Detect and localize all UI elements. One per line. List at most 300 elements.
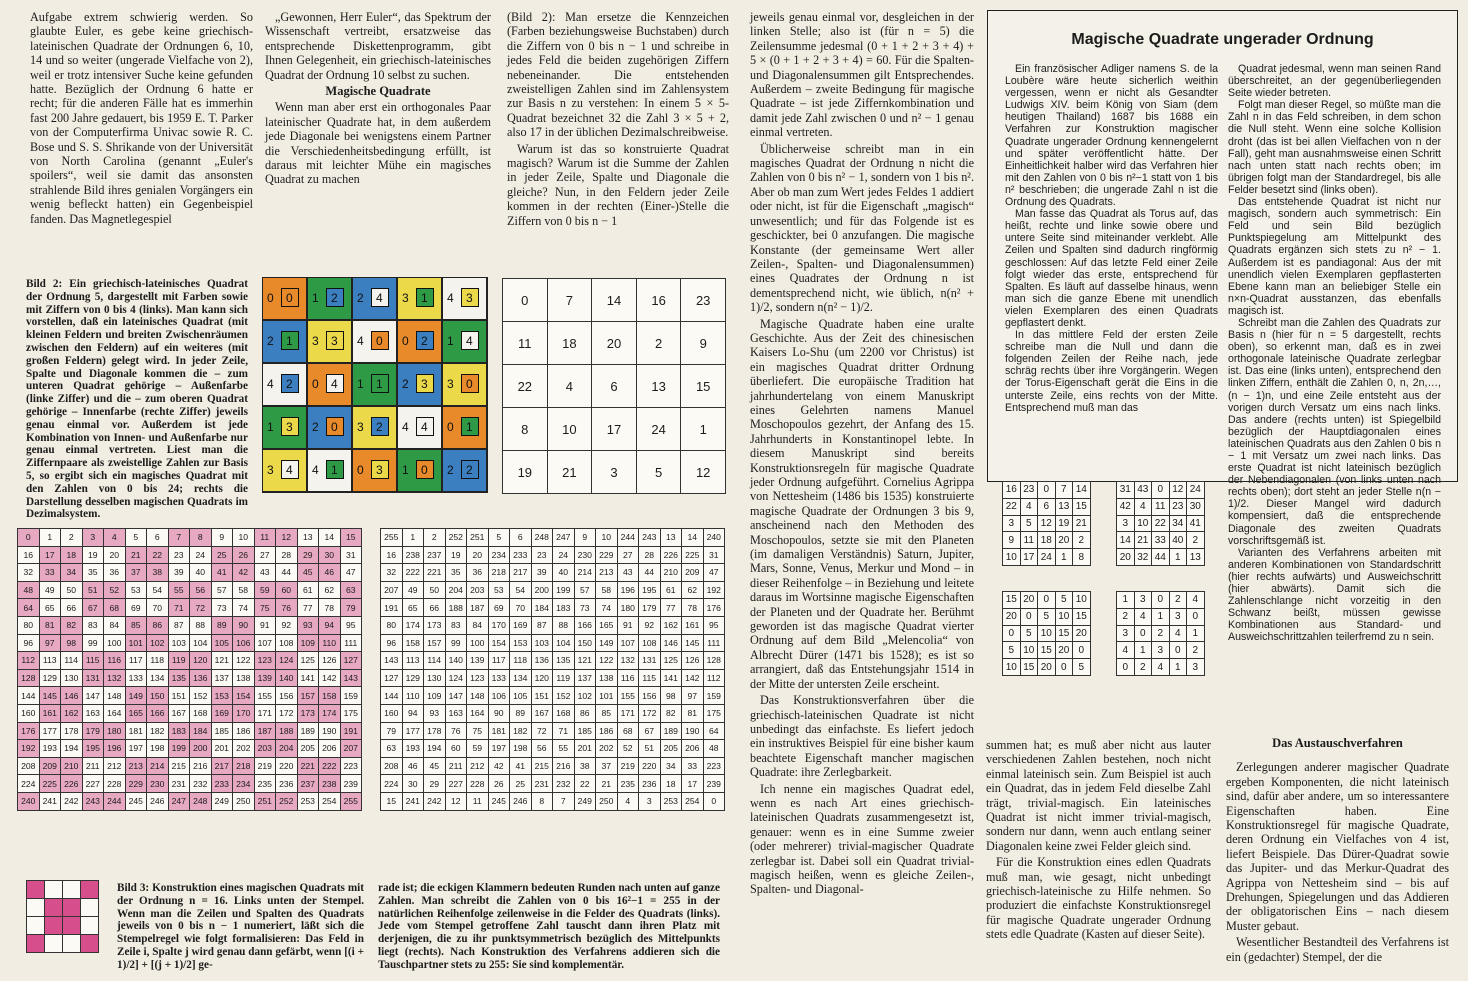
swapped-cell: 152 xyxy=(553,687,575,705)
box-paragraph: Ein französischer Adliger namens S. de la Loubère wäre heute sicherlich weithin vergessen, wenn er nicht als Gesandter Ludwigs XIV. beim König von Siam (dem heutigen Thailand) 1687 bis 1688 ein Verfahren zur Konstruktion magischer Quadrate ungerader Ordnung kennengelernt und später veröffentlicht hätte. Der Einheitlichkeit halber wird das Verfahren hier mit den Zahlen von 0 bis n²−1 statt von 1 bis n² beschrieben; die ungerade Zahl n ist die Ordnung des Quadrats. xyxy=(1005,63,1218,209)
stamp-cell xyxy=(81,899,99,917)
swapped-cell: 40 xyxy=(553,564,575,582)
magic-cell: 0 xyxy=(503,279,548,322)
natural-cell: 226 xyxy=(61,775,83,793)
greco-latin-cell xyxy=(308,364,351,405)
natural-cell: 203 xyxy=(254,740,276,758)
swapped-cell: 180 xyxy=(617,599,639,617)
inner-color-square xyxy=(416,460,434,479)
swapped-cell: 91 xyxy=(617,616,639,634)
swapped-cell: 14 xyxy=(682,529,704,547)
swapped-cell: 113 xyxy=(402,652,424,670)
figure-3-caption-part-1: Bild 3: Konstruktion eines magischen Quadrats mit der Ordnung n = 16. Links unten der Stempel. Wenn man die Zeilen und Spalten des Quadrats jeweils von 0 bis n − 1 numeriert, läßt sich die Stempelregel wie folgt formalisieren: Das Feld in Zeile i, Spalte j wird genau dann gefärbt, wenn [(i + 1)/2] + [(j + 1)/2] ge- xyxy=(117,882,364,971)
swapped-cell: 204 xyxy=(445,581,467,599)
outer-digit: 4 xyxy=(267,377,274,391)
swapped-cell: 148 xyxy=(467,687,489,705)
swapped-cell: 32 xyxy=(381,564,403,582)
box-cell: 2 xyxy=(1117,608,1135,625)
box-cell: 4 xyxy=(1134,498,1152,515)
swapped-cell: 194 xyxy=(424,740,446,758)
natural-cell: 62 xyxy=(319,581,341,599)
box-cell: 0 xyxy=(1055,659,1073,676)
natural-cell: 237 xyxy=(297,775,319,793)
natural-cell: 92 xyxy=(276,616,298,634)
swapped-cell: 69 xyxy=(488,599,510,617)
magic-cell: 9 xyxy=(681,322,726,365)
outer-digit: 1 xyxy=(267,420,274,434)
swapped-cell: 225 xyxy=(682,546,704,564)
box-cell: 7 xyxy=(1055,482,1073,499)
natural-cell: 17 xyxy=(39,546,61,564)
swapped-cell: 191 xyxy=(381,599,403,617)
natural-cell: 115 xyxy=(82,652,104,670)
natural-cell: 173 xyxy=(297,704,319,722)
article-column-3 xyxy=(507,10,729,230)
natural-cell: 168 xyxy=(190,704,212,722)
greco-latin-cell xyxy=(308,407,351,448)
natural-cell: 65 xyxy=(39,599,61,617)
magic-cell: 8 xyxy=(503,408,548,451)
natural-cell: 126 xyxy=(319,652,341,670)
box-cell: 20 xyxy=(1020,592,1038,609)
swapped-cell: 212 xyxy=(467,757,489,775)
swapped-cell: 238 xyxy=(402,546,424,564)
swapped-cell: 66 xyxy=(424,599,446,617)
box-cell: 3 xyxy=(1152,642,1170,659)
natural-cell: 182 xyxy=(147,722,169,740)
natural-cell: 213 xyxy=(125,757,147,775)
paragraph: Ich nenne ein magisches Quadrat edel, wenn es nach Art eines griechisch-lateinischen Quadrats zusammengesetzt ist, genauer: wenn es in eine Summe zweier (oder mehrerer) trivial-magischer Quadrate zerlegbar ist. Dabei soll ein Quadrat trivial-magisch heißen, wenn es gleiche Zeilen-, Spalten- und Diagonal- xyxy=(750,781,974,897)
box-cell: 10 xyxy=(1003,549,1021,566)
box-cell: 12 xyxy=(1038,515,1056,532)
inner-digit: 2 xyxy=(421,334,428,348)
swapped-cell: 208 xyxy=(381,757,403,775)
natural-cell: 171 xyxy=(254,704,276,722)
natural-cell: 71 xyxy=(168,599,190,617)
swapped-cell: 94 xyxy=(402,704,424,722)
swapped-cell: 106 xyxy=(488,687,510,705)
swapped-cell: 222 xyxy=(402,564,424,582)
swapped-cell: 60 xyxy=(445,740,467,758)
natural-cell: 143 xyxy=(340,669,362,687)
swapped-cell: 219 xyxy=(617,757,639,775)
swapped-cell: 86 xyxy=(574,704,596,722)
natural-cell: 59 xyxy=(254,581,276,599)
swapped-cell: 26 xyxy=(488,775,510,793)
swapped-cell: 162 xyxy=(660,616,682,634)
natural-cell: 240 xyxy=(18,792,40,810)
natural-cell: 136 xyxy=(190,669,212,687)
swapped-cell: 0 xyxy=(703,792,725,810)
swapped-cell: 182 xyxy=(510,722,532,740)
inner-digit: 0 xyxy=(421,463,428,477)
swapped-cell: 57 xyxy=(574,581,596,599)
swapped-cell: 83 xyxy=(445,616,467,634)
natural-cell: 239 xyxy=(340,775,362,793)
paragraph: „Gewonnen, Herr Euler“, das Spektrum der Wissenschaft vertreibt, ersatzweise das entsprechende Diskettenprogramm, gibt Ihnen Gelegenheit, ein griechisch-lateinisches Quadrat der Ordnung 10 selbst zu suchen. xyxy=(265,10,491,82)
inner-digit: 3 xyxy=(421,377,428,391)
box-cell: 15 xyxy=(1073,498,1091,515)
swapped-cell: 12 xyxy=(445,792,467,810)
natural-cell: 111 xyxy=(340,634,362,652)
article-column-5 xyxy=(986,738,1211,944)
swapped-cell: 176 xyxy=(703,599,725,617)
stamp-cell xyxy=(81,917,99,935)
swapped-cell: 90 xyxy=(488,704,510,722)
natural-cell: 60 xyxy=(276,581,298,599)
swapped-cell: 117 xyxy=(488,652,510,670)
swapped-cell: 192 xyxy=(703,581,725,599)
outer-digit: 4 xyxy=(447,291,454,305)
natural-cell: 204 xyxy=(276,740,298,758)
box-cell: 33 xyxy=(1152,532,1170,549)
box-cell: 9 xyxy=(1003,532,1021,549)
swapped-cell: 230 xyxy=(574,546,596,564)
box-cell: 4 xyxy=(1152,659,1170,676)
natural-cell: 161 xyxy=(39,704,61,722)
swapped-cell: 163 xyxy=(445,704,467,722)
outer-digit: 0 xyxy=(447,420,454,434)
natural-cell: 36 xyxy=(104,564,126,582)
magic-cell: 16 xyxy=(636,279,681,322)
natural-cell: 6 xyxy=(147,529,169,547)
swapped-cell: 8 xyxy=(531,792,553,810)
natural-cell: 74 xyxy=(233,599,255,617)
swapped-cell: 220 xyxy=(639,757,661,775)
magic-cell: 20 xyxy=(592,322,637,365)
swapped-cell: 226 xyxy=(660,546,682,564)
box-cell: 3 xyxy=(1169,608,1187,625)
box-square-left-digits xyxy=(1002,591,1091,676)
swapped-cell: 168 xyxy=(553,704,575,722)
swapped-cell: 84 xyxy=(467,616,489,634)
inner-color-square xyxy=(371,417,389,436)
swapped-cell: 135 xyxy=(553,652,575,670)
inner-digit: 0 xyxy=(331,420,338,434)
natural-cell: 248 xyxy=(190,792,212,810)
swapped-cell: 100 xyxy=(467,634,489,652)
natural-cell: 88 xyxy=(190,616,212,634)
box-paragraph: Das entstehende Quadrat ist nicht nur magisch, sondern auch symmetrisch: Ein Feld und sein Bild bezüglich Punktspiegelung am Mittelpunkt des Quadrats ergänzen sich stets zu n² − 1. Außerdem ist es pandiagonal: Aus der mit unendlich vielen Exemplaren gepflasterten Ebene kann man an beliebiger Stelle ein n×n-Quadrat ausstanzen, das ebenfalls magisch ist. xyxy=(1228,196,1441,317)
swapped-cell: 178 xyxy=(424,722,446,740)
natural-cell: 85 xyxy=(125,616,147,634)
outer-digit: 3 xyxy=(402,291,409,305)
natural-cell: 51 xyxy=(82,581,104,599)
swapped-cell: 27 xyxy=(617,546,639,564)
natural-cell: 44 xyxy=(276,564,298,582)
magic-cell: 7 xyxy=(547,279,592,322)
box-cell: 24 xyxy=(1038,549,1056,566)
magic-cell: 4 xyxy=(547,365,592,408)
swapped-cell: 76 xyxy=(445,722,467,740)
magic-cell: 1 xyxy=(681,408,726,451)
inner-color-square xyxy=(461,417,479,436)
swapped-cell: 149 xyxy=(596,634,618,652)
outer-digit: 0 xyxy=(267,291,274,305)
natural-cell: 185 xyxy=(211,722,233,740)
swapped-cell: 24 xyxy=(553,546,575,564)
natural-cell: 199 xyxy=(168,740,190,758)
natural-cell: 181 xyxy=(125,722,147,740)
natural-cell: 28 xyxy=(276,546,298,564)
swapped-cell: 147 xyxy=(445,687,467,705)
natural-cell: 152 xyxy=(190,687,212,705)
swapped-cell: 150 xyxy=(574,634,596,652)
swapped-cell: 114 xyxy=(424,652,446,670)
box-paragraph: Varianten des Verfahrens arbeiten mit anderen Kombinationen von Standardschritt (hier rechts aufwärts) und Ausweichschritt (hier abwärts). Damit sich die Zahlenschlange nicht vorzeitig in den Schwanz beißt, müssen gewisse Kombinationen aus Standard- und Ausweichschrittzahlen teilerfremd zu n sein. xyxy=(1228,546,1441,644)
box-cell: 19 xyxy=(1055,515,1073,532)
box-cell: 2 xyxy=(1169,592,1187,609)
box-cell: 21 xyxy=(1073,515,1091,532)
stamp-cell xyxy=(45,899,63,917)
natural-cell: 132 xyxy=(104,669,126,687)
natural-cell: 217 xyxy=(211,757,233,775)
swapped-cell: 202 xyxy=(596,740,618,758)
swapped-cell: 64 xyxy=(703,722,725,740)
swapped-cell: 72 xyxy=(531,722,553,740)
swapped-cell: 129 xyxy=(402,669,424,687)
natural-cell: 187 xyxy=(254,722,276,740)
inner-digit: 2 xyxy=(376,420,383,434)
natural-cell: 246 xyxy=(147,792,169,810)
natural-cell: 104 xyxy=(190,634,212,652)
outer-digit: 0 xyxy=(357,463,364,477)
natural-cell: 109 xyxy=(297,634,319,652)
outer-digit: 1 xyxy=(312,291,319,305)
box-cell: 0 xyxy=(1117,659,1135,676)
natural-cell: 169 xyxy=(211,704,233,722)
inner-color-square xyxy=(281,288,299,307)
natural-cell: 147 xyxy=(82,687,104,705)
inner-color-square xyxy=(416,374,434,393)
box-cell: 20 xyxy=(1003,608,1021,625)
natural-cell: 234 xyxy=(233,775,255,793)
natural-cell: 160 xyxy=(18,704,40,722)
natural-cell: 84 xyxy=(104,616,126,634)
inner-digit: 4 xyxy=(376,291,383,305)
inner-digit: 4 xyxy=(466,334,473,348)
box-paragraph: Folgt man dieser Regel, so müßte man die Zahl n in das Feld schreiben, in dem schon die Null steht. Wenn eine solche Kollision droht (das ist bei allen Vielfachen von n der Fall), geht man ausnahmsweise einen Schritt nach unten statt nach rechts oben; im übrigen folgt man der Standardregel, bis alle Felder besetzt sind (links oben). xyxy=(1228,99,1441,196)
natural-cell: 48 xyxy=(18,581,40,599)
swapped-cell: 159 xyxy=(703,687,725,705)
natural-cell: 139 xyxy=(254,669,276,687)
swapped-cell: 240 xyxy=(703,529,725,547)
inner-digit: 1 xyxy=(466,420,473,434)
stamp-cell xyxy=(45,917,63,935)
natural-cell: 110 xyxy=(319,634,341,652)
natural-cell: 67 xyxy=(82,599,104,617)
natural-cell: 98 xyxy=(61,634,83,652)
natural-cell: 58 xyxy=(233,581,255,599)
swapped-cell: 59 xyxy=(467,740,489,758)
swapped-cell: 167 xyxy=(531,704,553,722)
box-cell: 23 xyxy=(1169,498,1187,515)
swapped-cell: 13 xyxy=(660,529,682,547)
swapped-cell: 118 xyxy=(510,652,532,670)
natural-cell: 43 xyxy=(254,564,276,582)
inner-digit: 2 xyxy=(466,463,473,477)
swapped-cell: 101 xyxy=(596,687,618,705)
swapped-cell: 231 xyxy=(531,775,553,793)
box-square-right-digits xyxy=(1116,591,1205,676)
inner-color-square xyxy=(416,417,434,436)
natural-cell: 198 xyxy=(147,740,169,758)
swapped-cell: 189 xyxy=(660,722,682,740)
greco-latin-cell xyxy=(308,278,351,319)
natural-cell: 63 xyxy=(340,581,362,599)
natural-cell: 230 xyxy=(147,775,169,793)
swapped-cell: 112 xyxy=(703,669,725,687)
swapped-cell: 139 xyxy=(467,652,489,670)
greco-latin-cell xyxy=(443,450,486,491)
natural-cell: 196 xyxy=(104,740,126,758)
inner-color-square xyxy=(281,460,299,479)
natural-cell: 45 xyxy=(297,564,319,582)
natural-cell: 228 xyxy=(104,775,126,793)
inner-digit: 4 xyxy=(331,377,338,391)
swapped-cell: 39 xyxy=(531,564,553,582)
swapped-cell: 35 xyxy=(445,564,467,582)
box-cell: 14 xyxy=(1073,482,1091,499)
swapped-cell: 145 xyxy=(682,634,704,652)
box-cell: 0 xyxy=(1038,482,1056,499)
natural-cell: 155 xyxy=(254,687,276,705)
inner-color-square xyxy=(416,288,434,307)
swapped-cell: 19 xyxy=(445,546,467,564)
natural-cell: 94 xyxy=(319,616,341,634)
swapped-cell: 62 xyxy=(682,581,704,599)
natural-cell: 40 xyxy=(190,564,212,582)
swapped-cell: 199 xyxy=(553,581,575,599)
natural-cell: 38 xyxy=(147,564,169,582)
greco-latin-cell xyxy=(398,321,441,362)
natural-cell: 197 xyxy=(125,740,147,758)
swapped-cell: 171 xyxy=(617,704,639,722)
stamp-cell xyxy=(81,881,99,899)
swapped-cell: 227 xyxy=(445,775,467,793)
box-cell: 3 xyxy=(1187,659,1205,676)
swapped-cell: 63 xyxy=(381,740,403,758)
swapped-cell: 4 xyxy=(617,792,639,810)
natural-cell: 73 xyxy=(211,599,233,617)
box-cell: 3 xyxy=(1134,592,1152,609)
natural-cell: 14 xyxy=(319,529,341,547)
inner-color-square xyxy=(371,460,389,479)
natural-cell: 34 xyxy=(61,564,83,582)
swapped-cell: 80 xyxy=(381,616,403,634)
swapped-cell: 51 xyxy=(639,740,661,758)
magic-cell: 2 xyxy=(636,322,681,365)
natural-cell: 149 xyxy=(125,687,147,705)
inner-digit: 4 xyxy=(286,463,293,477)
box-cell: 5 xyxy=(1038,608,1056,625)
swapped-cell: 153 xyxy=(510,634,532,652)
natural-cell: 127 xyxy=(340,652,362,670)
swapped-cell: 248 xyxy=(531,529,553,547)
swapped-cell: 188 xyxy=(445,599,467,617)
swapped-cell: 190 xyxy=(682,722,704,740)
natural-cell: 75 xyxy=(254,599,276,617)
natural-cell: 209 xyxy=(39,757,61,775)
swapped-cell: 115 xyxy=(639,669,661,687)
box-cell: 5 xyxy=(1073,659,1091,676)
paragraph: Zerlegungen anderer magischer Quadrate ergeben Komponenten, die nicht lateinisch sind, dafür aber andere, um so interessantere Eigenschaften haben. Eine Konstruktionsregel für magische Quadrate, deren Ordnung ein Vielfaches von 4 ist, liefert Beispiele. Das Dürer-Quadrat sowie das Jupiter- und das Merkur-Quadrat des Agrippa von Nettesheim sind – bis auf Drehungen, Spiegelungen und das Addieren der obligatorischen Eins – nach diesem Muster gebaut. xyxy=(1226,760,1449,933)
box-paragraph: In das mittlere Feld der ersten Zeile schreibe man die Null und dann die folgenden Zeilen der Reihe nach, jede schräg rechts über ihre Vorgängerin. Wegen der Torus-Eigenschaft gerät die Eins in die unterste Zeile, eins rechts von der Mitte. Entsprechend muß man das xyxy=(1005,329,1218,414)
box-cell: 17 xyxy=(1020,549,1038,566)
swapped-cell: 251 xyxy=(467,529,489,547)
natural-cell: 77 xyxy=(297,599,319,617)
inner-color-square xyxy=(371,288,389,307)
natural-cell: 164 xyxy=(104,704,126,722)
natural-cell: 154 xyxy=(233,687,255,705)
natural-cell: 100 xyxy=(104,634,126,652)
swapped-cell: 25 xyxy=(510,775,532,793)
natural-cell: 16 xyxy=(18,546,40,564)
square-16-natural-order xyxy=(17,528,362,811)
box-cell: 11 xyxy=(1152,498,1170,515)
natural-cell: 202 xyxy=(233,740,255,758)
outer-digit: 1 xyxy=(447,334,454,348)
swapped-cell: 249 xyxy=(574,792,596,810)
natural-cell: 242 xyxy=(61,792,83,810)
natural-cell: 212 xyxy=(104,757,126,775)
natural-cell: 223 xyxy=(340,757,362,775)
greco-latin-cell xyxy=(353,321,396,362)
outer-digit: 4 xyxy=(312,463,319,477)
greco-latin-cell xyxy=(398,278,441,319)
natural-cell: 69 xyxy=(125,599,147,617)
natural-cell: 21 xyxy=(125,546,147,564)
swapped-cell: 111 xyxy=(703,634,725,652)
greco-latin-cell xyxy=(263,321,306,362)
swapped-cell: 10 xyxy=(596,529,618,547)
greco-latin-cell xyxy=(263,407,306,448)
natural-cell: 207 xyxy=(340,740,362,758)
swapped-cell: 235 xyxy=(617,775,639,793)
swapped-cell: 179 xyxy=(639,599,661,617)
natural-cell: 107 xyxy=(254,634,276,652)
swapped-cell: 109 xyxy=(424,687,446,705)
natural-cell: 250 xyxy=(233,792,255,810)
box-cell: 2 xyxy=(1187,642,1205,659)
greco-latin-cell xyxy=(353,278,396,319)
swapped-cell: 156 xyxy=(639,687,661,705)
natural-cell: 18 xyxy=(61,546,83,564)
box-paragraph: Man fasse das Quadrat als Torus auf, das heißt, rechte und linke sowie obere und untere Seite sind miteinander verklebt. Alle Zeilen und Spalten sind dadurch ringförmig geschlossen: Auf das letzte Feld einer Zeile folgt wieder das erste, entsprechend für Spalten. Es läuft auf dasselbe hinaus, wenn man sich die ganze Ebene mit unendlich vielen Exemplaren des einen Quadrats gepflastert denkt. xyxy=(1005,208,1218,329)
natural-cell: 172 xyxy=(276,704,298,722)
swapped-cell: 18 xyxy=(660,775,682,793)
magic-cell: 17 xyxy=(592,408,637,451)
swapped-cell: 170 xyxy=(488,616,510,634)
swapped-cell: 11 xyxy=(467,792,489,810)
swapped-cell: 110 xyxy=(402,687,424,705)
natural-cell: 99 xyxy=(82,634,104,652)
box-cell: 1 xyxy=(1169,659,1187,676)
swapped-cell: 2 xyxy=(424,529,446,547)
natural-cell: 32 xyxy=(18,564,40,582)
swapped-cell: 130 xyxy=(424,669,446,687)
natural-cell: 70 xyxy=(147,599,169,617)
natural-cell: 53 xyxy=(125,581,147,599)
swapped-cell: 107 xyxy=(617,634,639,652)
natural-cell: 93 xyxy=(297,616,319,634)
natural-cell: 215 xyxy=(168,757,190,775)
box-cell: 2 xyxy=(1152,625,1170,642)
swapped-cell: 155 xyxy=(617,687,639,705)
natural-cell: 188 xyxy=(276,722,298,740)
swapped-cell: 201 xyxy=(574,740,596,758)
swapped-cell: 53 xyxy=(488,581,510,599)
